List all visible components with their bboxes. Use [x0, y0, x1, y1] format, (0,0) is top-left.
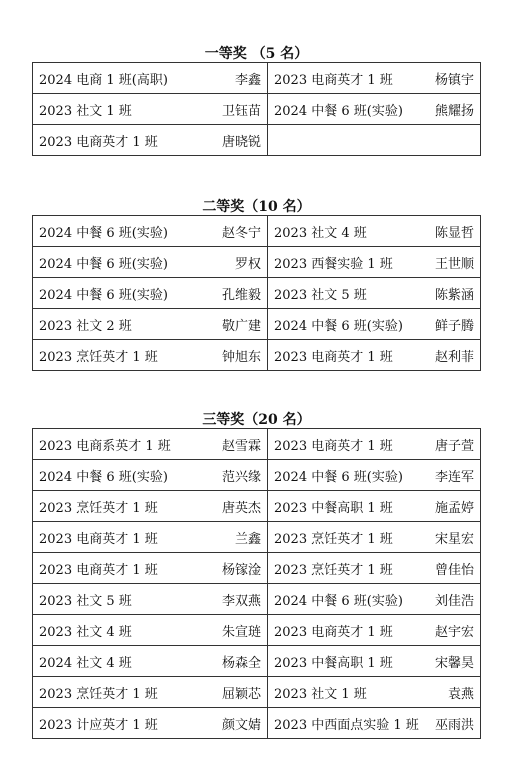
table-row	[33, 63, 481, 94]
class-name: 2023 电商英才 1 班	[274, 349, 393, 365]
student-name: 李双燕	[221, 593, 261, 609]
class-name: 2023 电商英才 1 班	[274, 624, 393, 640]
award-table	[32, 428, 481, 739]
student-name: 范兴缘	[221, 469, 261, 485]
table-row	[33, 615, 481, 646]
table-cell	[268, 429, 481, 460]
table-row	[33, 94, 481, 125]
class-name: 2024 社文 4 班	[39, 655, 132, 671]
student-name: 赵雪霖	[221, 438, 261, 454]
student-name: 唐子萱	[434, 438, 474, 454]
table-cell	[268, 708, 481, 739]
class-name: 2023 电商系英才 1 班	[39, 438, 171, 454]
table-row	[33, 460, 481, 491]
student-name: 杨镇宇	[434, 72, 474, 88]
table-row	[33, 429, 481, 460]
class-name: 2024 中餐 6 班(实验)	[274, 593, 403, 609]
table-cell	[33, 460, 268, 491]
table-cell	[33, 553, 268, 584]
table-cell	[33, 708, 268, 739]
class-name: 2024 中餐 6 班(实验)	[274, 318, 403, 334]
table-cell	[268, 584, 481, 615]
table-cell	[268, 63, 481, 94]
student-name: 颜文婧	[221, 717, 261, 733]
table-cell	[268, 125, 481, 156]
table-cell	[33, 125, 268, 156]
table-cell	[268, 460, 481, 491]
table-cell	[33, 584, 268, 615]
section-title: 一等奖 （5 名）	[204, 46, 309, 62]
class-name: 2024 中餐 6 班(实验)	[274, 469, 403, 485]
table-cell	[33, 340, 268, 371]
table-cell	[33, 94, 268, 125]
student-name: 杨镓淦	[221, 562, 261, 578]
table-cell	[268, 677, 481, 708]
section-title: 三等奖（20 名）	[202, 412, 311, 428]
class-name: 2023 烹饪英才 1 班	[39, 349, 158, 365]
award-section-first	[32, 46, 481, 156]
class-name: 2024 电商 1 班(高职)	[39, 72, 168, 88]
student-name: 兰鑫	[234, 531, 261, 547]
student-name: 赵宇宏	[434, 624, 474, 640]
student-name: 熊耀扬	[434, 103, 474, 119]
student-name: 宋馨昊	[434, 655, 474, 671]
class-name: 2023 烹饪英才 1 班	[39, 686, 158, 702]
student-name: 鲜子腾	[434, 318, 474, 334]
table-cell	[268, 615, 481, 646]
student-name: 李鑫	[234, 72, 261, 88]
class-name: 2023 西餐实验 1 班	[274, 256, 393, 272]
class-name: 2024 中餐 6 班(实验)	[39, 225, 168, 241]
table-row	[33, 491, 481, 522]
table-cell	[33, 63, 268, 94]
class-name: 2023 社文 5 班	[274, 287, 367, 303]
section-title: 二等奖（10 名）	[202, 199, 311, 215]
table-cell	[268, 247, 481, 278]
class-name: 2023 电商英才 1 班	[274, 72, 393, 88]
table-row	[33, 278, 481, 309]
class-name: 2023 社文 4 班	[39, 624, 132, 640]
student-name: 曾佳怡	[434, 562, 474, 578]
table-row	[33, 708, 481, 739]
table-cell	[33, 646, 268, 677]
class-name: 2024 中餐 6 班(实验)	[39, 256, 168, 272]
table-row	[33, 584, 481, 615]
class-name: 2023 中餐高职 1 班	[274, 655, 393, 671]
student-name: 钟旭东	[221, 349, 261, 365]
class-name: 2023 中西面点实验 1 班	[274, 717, 419, 733]
table-cell	[33, 309, 268, 340]
table-cell	[33, 247, 268, 278]
table-cell	[268, 94, 481, 125]
class-name: 2023 社文 1 班	[39, 103, 132, 119]
table-cell	[268, 309, 481, 340]
table-cell	[33, 278, 268, 309]
student-name: 屈颖芯	[221, 686, 261, 702]
student-name: 李连军	[434, 469, 474, 485]
award-section-second	[32, 199, 481, 371]
student-name: 王世顺	[434, 256, 474, 272]
class-name: 2023 烹饪英才 1 班	[274, 562, 393, 578]
class-name: 2023 社文 4 班	[274, 225, 367, 241]
table-cell	[268, 216, 481, 247]
student-name: 陈显哲	[434, 225, 474, 241]
student-name: 宋星宏	[434, 531, 474, 547]
award-section-third	[32, 412, 481, 739]
student-name: 卫钰苗	[221, 103, 261, 119]
class-name: 2024 中餐 6 班(实验)	[274, 103, 403, 119]
student-name: 赵冬宁	[221, 225, 261, 241]
table-row	[33, 340, 481, 371]
student-name: 刘佳浩	[434, 593, 474, 609]
table-cell	[268, 646, 481, 677]
table-cell	[268, 491, 481, 522]
table-row	[33, 553, 481, 584]
table-cell	[33, 522, 268, 553]
award-table	[32, 215, 481, 371]
class-name: 2023 烹饪英才 1 班	[39, 500, 158, 516]
student-name: 敬广建	[221, 318, 261, 334]
student-name: 杨森全	[221, 655, 261, 671]
student-name: 巫雨洪	[434, 717, 474, 733]
table-cell	[33, 677, 268, 708]
table-cell	[268, 522, 481, 553]
class-name: 2024 中餐 6 班(实验)	[39, 287, 168, 303]
student-name: 赵利菲	[434, 349, 474, 365]
table-cell	[33, 429, 268, 460]
student-name: 朱宣琏	[221, 624, 261, 640]
student-name: 陈紫涵	[434, 287, 474, 303]
table-cell	[33, 491, 268, 522]
student-name: 唐晓锐	[221, 134, 261, 150]
class-name: 2023 电商英才 1 班	[39, 134, 158, 150]
class-name: 2023 计应英才 1 班	[39, 717, 158, 733]
table-row	[33, 677, 481, 708]
class-name: 2023 社文 2 班	[39, 318, 132, 334]
class-name: 2023 电商英才 1 班	[39, 562, 158, 578]
table-cell	[33, 615, 268, 646]
student-name: 唐英杰	[221, 500, 261, 516]
table-cell	[268, 340, 481, 371]
class-name: 2023 中餐高职 1 班	[274, 500, 393, 516]
table-row	[33, 309, 481, 340]
student-name: 施孟婷	[434, 500, 474, 516]
class-name: 2023 社文 1 班	[274, 686, 367, 702]
student-name: 袁燕	[447, 686, 474, 702]
table-row	[33, 646, 481, 677]
table-row	[33, 216, 481, 247]
table-row	[33, 125, 481, 156]
award-table	[32, 62, 481, 156]
table-cell	[33, 216, 268, 247]
student-name: 孔维毅	[221, 287, 261, 303]
table-cell	[268, 553, 481, 584]
class-name: 2023 社文 5 班	[39, 593, 132, 609]
table-cell	[268, 278, 481, 309]
class-name: 2024 中餐 6 班(实验)	[39, 469, 168, 485]
table-row	[33, 522, 481, 553]
student-name: 罗权	[234, 256, 261, 272]
class-name: 2023 烹饪英才 1 班	[274, 531, 393, 547]
class-name: 2023 电商英才 1 班	[39, 531, 158, 547]
class-name: 2023 电商英才 1 班	[274, 438, 393, 454]
table-row	[33, 247, 481, 278]
